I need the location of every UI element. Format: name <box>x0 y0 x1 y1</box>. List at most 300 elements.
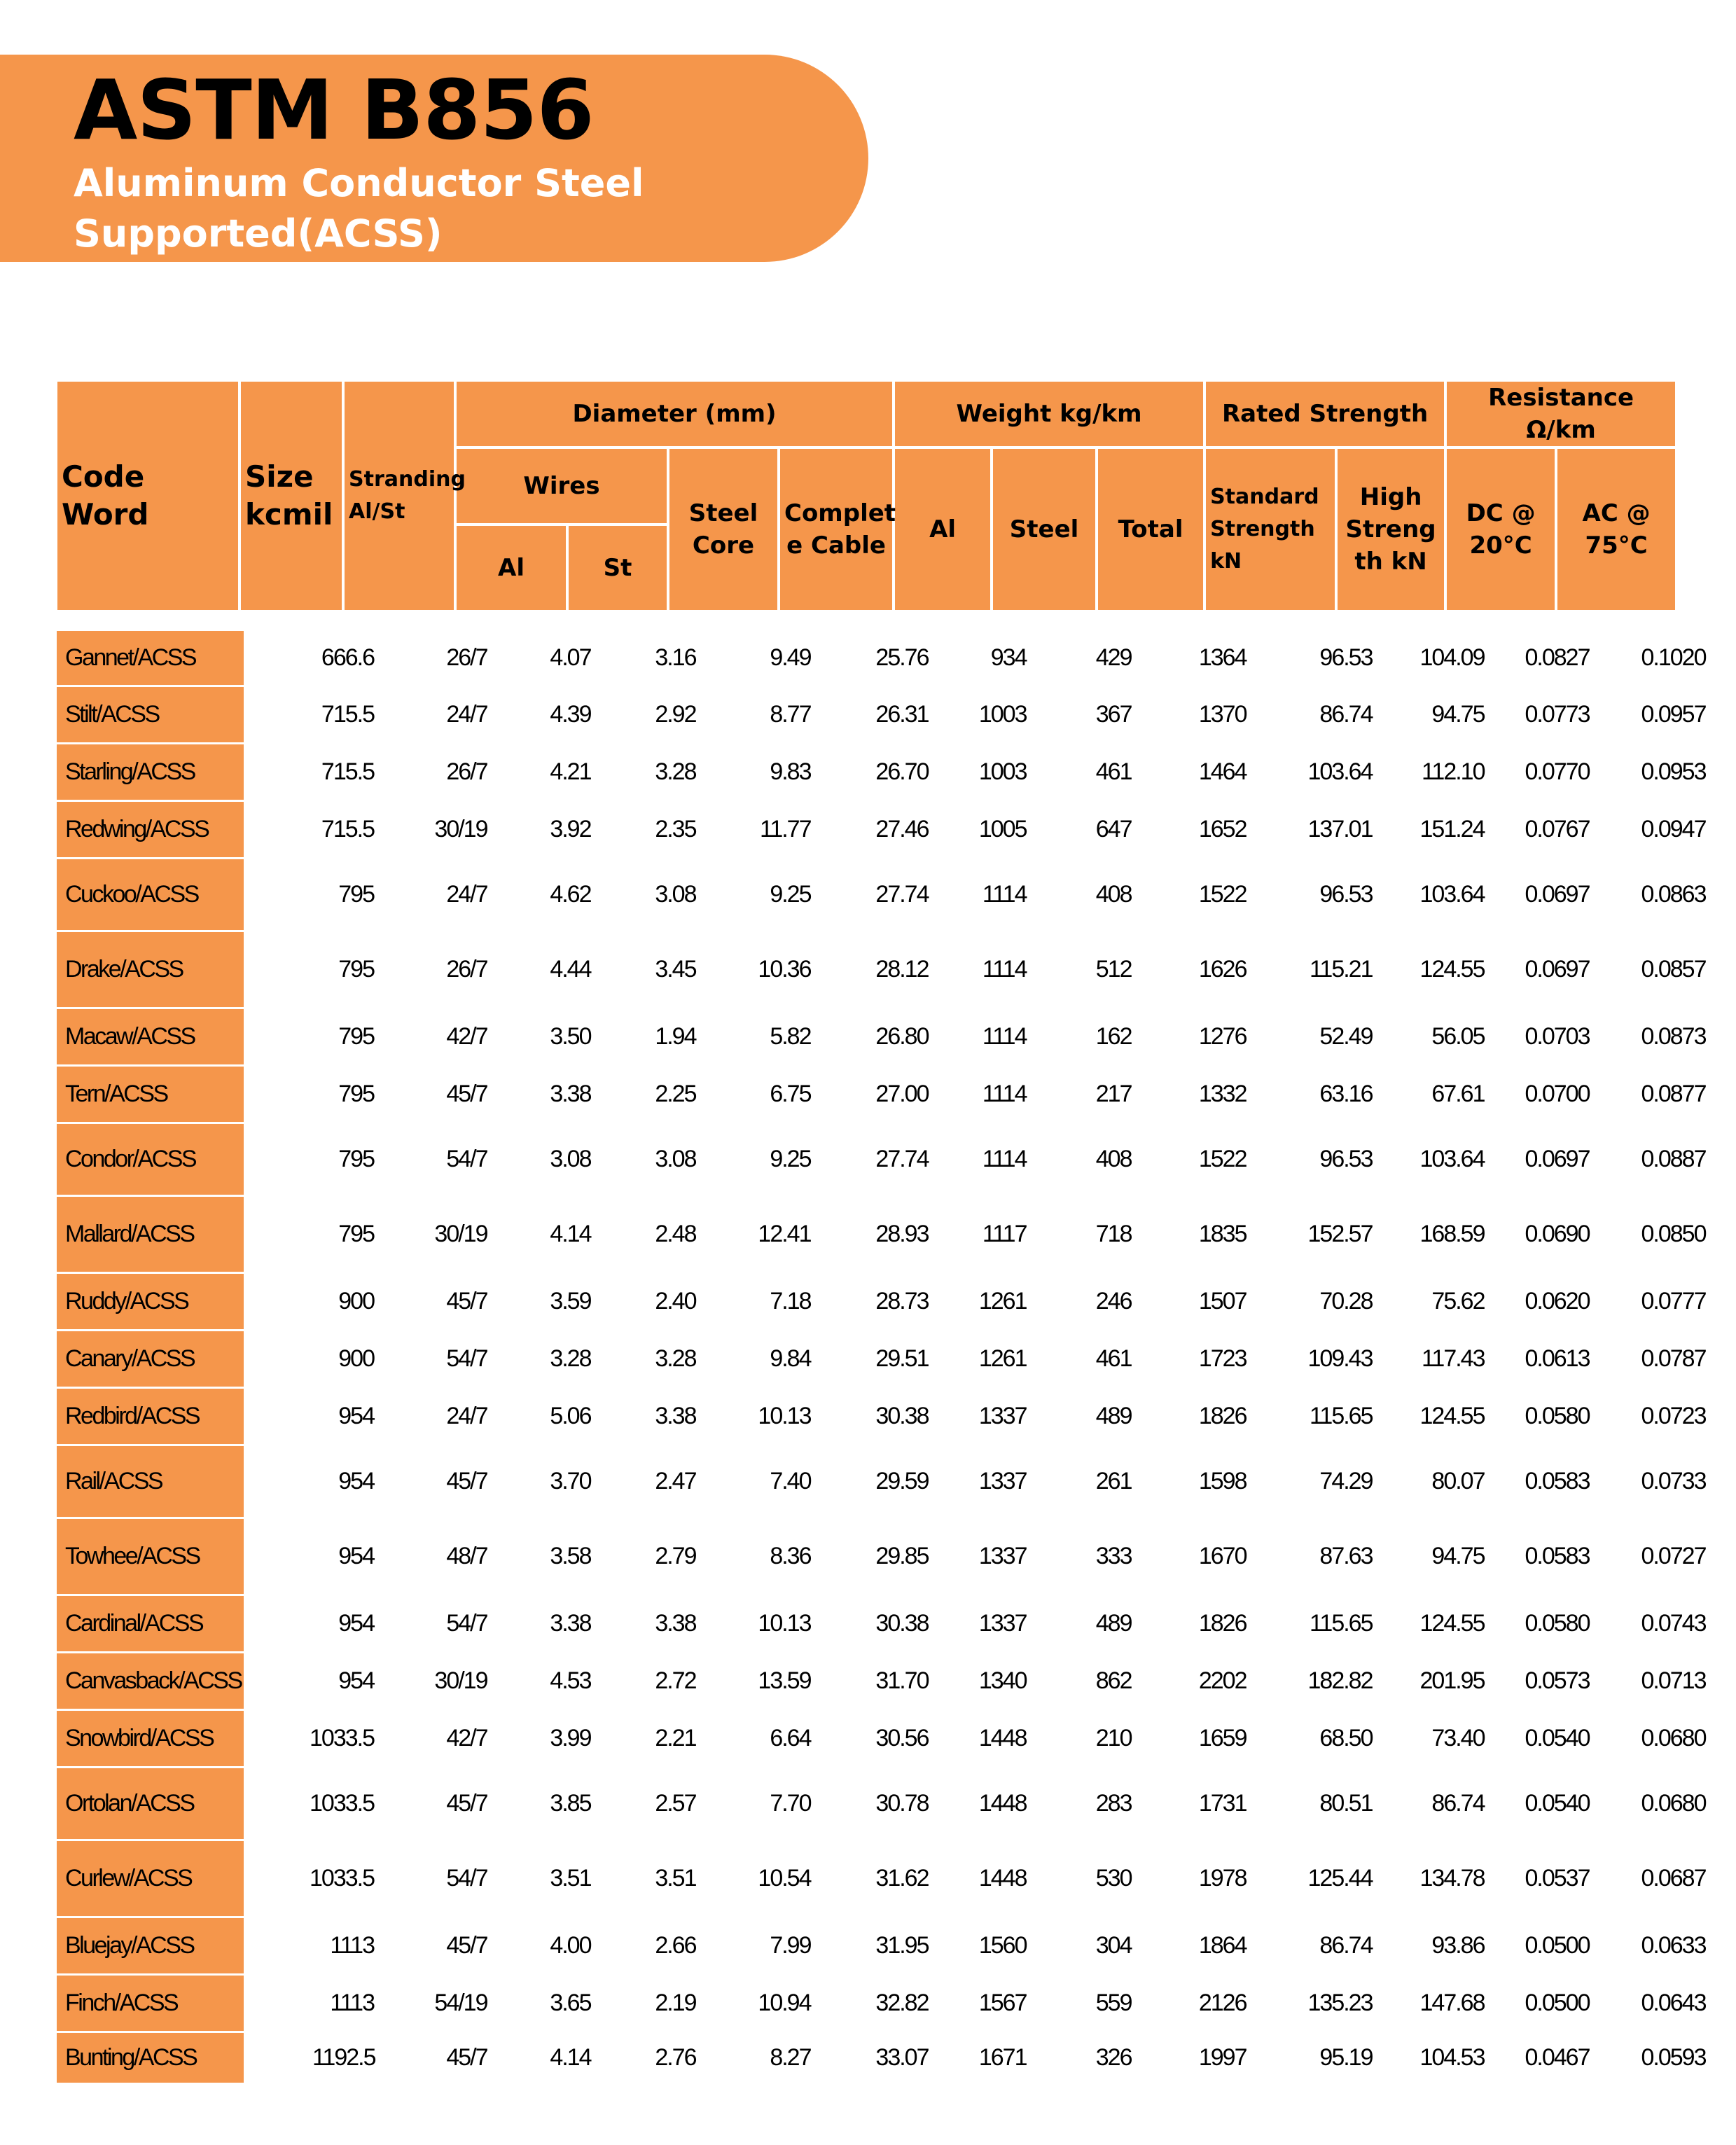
cell-high-strength: 56.05 <box>1431 1023 1485 1050</box>
conductor-table <box>55 629 1716 2085</box>
cell-standard-strength: 96.53 <box>1319 881 1373 908</box>
cell-wire-st: 3.28 <box>655 758 696 785</box>
cell-weight-al: 1114 <box>982 1146 1027 1172</box>
cell-weight-steel: 489 <box>1095 1403 1132 1429</box>
cell-dc-resistance: 0.0580 <box>1525 1403 1590 1429</box>
cell-size: 954 <box>338 1610 374 1637</box>
cell-high-strength: 124.55 <box>1419 1610 1485 1637</box>
cell-wire-al: 4.07 <box>550 644 591 671</box>
cell-code-word <box>56 1518 245 1595</box>
cell-wire-al: 3.50 <box>550 1023 591 1050</box>
cell-dc-resistance: 0.0773 <box>1525 701 1590 728</box>
cell-weight-al: 1114 <box>982 881 1027 908</box>
cell-high-strength: 104.09 <box>1419 644 1485 671</box>
cell-code-word <box>56 1388 245 1445</box>
cell-dc-resistance: 0.0540 <box>1525 1725 1590 1751</box>
page-title: ASTM B856 <box>74 62 594 158</box>
cell-complete-cable: 26.80 <box>875 1023 929 1050</box>
cell-code-word <box>56 2032 245 2084</box>
cell-wire-st: 2.92 <box>655 701 696 728</box>
cell-wire-al: 3.92 <box>550 816 591 842</box>
cell-stranding: 26/7 <box>446 758 487 785</box>
cell-stranding: 24/7 <box>446 881 487 908</box>
cell-steel-core: 7.18 <box>770 1288 811 1314</box>
cell-weight-steel: 489 <box>1095 1610 1132 1637</box>
cell-weight-steel: 461 <box>1095 758 1132 785</box>
cell-steel-core: 13.59 <box>758 1667 811 1694</box>
cell-standard-strength: 86.74 <box>1319 701 1373 728</box>
cell-standard-strength: 68.50 <box>1319 1725 1373 1751</box>
cell-code-word <box>56 801 245 859</box>
cell-ac-resistance: 0.0777 <box>1641 1288 1706 1314</box>
cell-wire-al: 4.44 <box>550 956 591 983</box>
cell-high-strength: 201.95 <box>1419 1667 1485 1694</box>
cell-high-strength: 104.53 <box>1419 2044 1485 2071</box>
table-row <box>56 630 1716 686</box>
cell-ac-resistance: 0.0857 <box>1641 956 1706 983</box>
cell-stranding: 30/19 <box>434 816 487 842</box>
cell-weight-al: 1567 <box>978 1990 1027 2016</box>
cell-wire-st: 2.35 <box>655 816 696 842</box>
code-word-label: Ruddy/ACSS <box>65 1288 188 1314</box>
cell-dc-resistance: 0.0583 <box>1525 1543 1590 1569</box>
cell-standard-strength: 137.01 <box>1307 816 1373 842</box>
cell-code-word <box>56 1008 245 1066</box>
cell-standard-strength: 52.49 <box>1319 1023 1373 1050</box>
subtitle-line-2: Supported(ACSS) <box>74 211 443 256</box>
cell-weight-al: 1671 <box>978 2044 1027 2071</box>
cell-code-word <box>56 1840 245 1917</box>
col-weight-total: Total <box>1097 447 1204 611</box>
cell-code-word <box>56 1710 245 1768</box>
cell-weight-al: 1560 <box>978 1932 1027 1959</box>
cell-standard-strength: 80.51 <box>1319 1790 1373 1817</box>
cell-dc-resistance: 0.0500 <box>1525 1990 1590 2016</box>
cell-code-word <box>56 859 245 931</box>
cell-complete-cable: 30.56 <box>875 1725 929 1751</box>
col-weight-steel: Steel <box>992 447 1097 611</box>
cell-code-word <box>56 1273 245 1331</box>
cell-code-word <box>56 1917 245 1975</box>
cell-weight-steel: 217 <box>1095 1081 1132 1107</box>
cell-steel-core: 10.94 <box>758 1990 811 2016</box>
cell-weight-steel: 333 <box>1095 1543 1132 1569</box>
cell-size: 1113 <box>330 1990 374 2016</box>
cell-complete-cable: 31.95 <box>875 1932 929 1959</box>
cell-code-word <box>56 1768 245 1840</box>
code-word-label: Bunting/ACSS <box>65 2044 197 2071</box>
cell-ac-resistance: 0.0687 <box>1641 1865 1706 1891</box>
cell-wire-st: 2.21 <box>655 1725 696 1751</box>
cell-dc-resistance: 0.0697 <box>1525 1146 1590 1172</box>
table-row <box>56 1595 1716 1653</box>
cell-size: 795 <box>338 881 374 908</box>
cell-complete-cable: 31.70 <box>875 1667 929 1694</box>
cell-stranding: 26/7 <box>446 956 487 983</box>
cell-complete-cable: 27.46 <box>875 816 929 842</box>
cell-high-strength: 67.61 <box>1431 1081 1485 1107</box>
table-row <box>56 1975 1716 2032</box>
cell-size: 715.5 <box>321 758 374 785</box>
cell-stranding: 30/19 <box>434 1221 487 1247</box>
cell-code-word <box>56 1445 245 1518</box>
cell-code-word <box>56 1331 245 1388</box>
cell-wire-st: 2.72 <box>655 1667 696 1694</box>
cell-ac-resistance: 0.0727 <box>1641 1543 1706 1569</box>
table-row <box>56 1331 1716 1388</box>
cell-code-word <box>56 744 245 801</box>
col-dc-resistance: DC @ 20°C <box>1445 447 1556 611</box>
cell-ac-resistance: 0.0850 <box>1641 1221 1706 1247</box>
cell-complete-cable: 28.93 <box>875 1221 929 1247</box>
table-row <box>56 1008 1716 1066</box>
cell-standard-strength: 96.53 <box>1319 1146 1373 1172</box>
cell-standard-strength: 115.65 <box>1310 1610 1373 1637</box>
cell-wire-al: 3.08 <box>550 1146 591 1172</box>
cell-high-strength: 124.55 <box>1419 956 1485 983</box>
cell-weight-steel: 246 <box>1095 1288 1132 1314</box>
cell-standard-strength: 63.16 <box>1319 1081 1373 1107</box>
cell-wire-st: 2.25 <box>655 1081 696 1107</box>
code-word-label: Towhee/ACSS <box>65 1543 200 1569</box>
cell-steel-core: 8.77 <box>770 701 811 728</box>
cell-weight-total: 1507 <box>1198 1288 1247 1314</box>
cell-complete-cable: 29.59 <box>875 1468 929 1494</box>
cell-high-strength: 93.86 <box>1431 1932 1485 1959</box>
cell-wire-al: 4.14 <box>550 1221 591 1247</box>
cell-ac-resistance: 0.0953 <box>1641 758 1706 785</box>
col-standard-strength: Standard Strength kN <box>1204 447 1336 611</box>
cell-weight-al: 1003 <box>978 701 1027 728</box>
cell-weight-steel: 304 <box>1095 1932 1132 1959</box>
col-ac-resistance: AC @ 75°C <box>1556 447 1676 611</box>
cell-ac-resistance: 0.1020 <box>1641 644 1706 671</box>
cell-complete-cable: 27.74 <box>875 1146 929 1172</box>
cell-complete-cable: 30.38 <box>875 1403 929 1429</box>
cell-complete-cable: 27.74 <box>875 881 929 908</box>
cell-steel-core: 10.54 <box>758 1865 811 1891</box>
cell-weight-total: 1826 <box>1198 1610 1247 1637</box>
cell-weight-al: 1448 <box>978 1725 1027 1751</box>
cell-code-word <box>56 630 245 686</box>
cell-wire-al: 4.39 <box>550 701 591 728</box>
cell-steel-core: 6.64 <box>770 1725 811 1751</box>
col-group-resistance: Resistance Ω/km <box>1445 380 1676 447</box>
col-wires-st: St <box>567 525 668 611</box>
cell-dc-resistance: 0.0583 <box>1525 1468 1590 1494</box>
table-row <box>56 1710 1716 1768</box>
cell-high-strength: 117.43 <box>1422 1345 1485 1372</box>
cell-steel-core: 11.77 <box>759 816 811 842</box>
table-row <box>56 1768 1716 1840</box>
cell-steel-core: 9.25 <box>770 1146 811 1172</box>
cell-weight-steel: 862 <box>1095 1667 1132 1694</box>
cell-dc-resistance: 0.0697 <box>1525 881 1590 908</box>
cell-wire-st: 3.38 <box>655 1403 696 1429</box>
cell-wire-st: 2.47 <box>655 1468 696 1494</box>
cell-size: 795 <box>338 1081 374 1107</box>
cell-size: 1192.5 <box>312 2044 375 2071</box>
cell-stranding: 54/7 <box>446 1345 487 1372</box>
cell-standard-strength: 135.23 <box>1307 1990 1373 2016</box>
table-row <box>56 1840 1716 1917</box>
cell-weight-total: 1978 <box>1198 1865 1247 1891</box>
cell-dc-resistance: 0.0573 <box>1525 1667 1590 1694</box>
cell-complete-cable: 26.31 <box>875 701 929 728</box>
cell-standard-strength: 109.43 <box>1307 1345 1373 1372</box>
cell-size: 1113 <box>330 1932 374 1959</box>
col-group-diameter: Diameter (mm) <box>455 380 894 447</box>
cell-high-strength: 86.74 <box>1431 1790 1485 1817</box>
code-word-label: Macaw/ACSS <box>65 1023 195 1050</box>
cell-complete-cable: 29.85 <box>875 1543 929 1569</box>
table-row <box>56 1518 1716 1595</box>
cell-steel-core: 5.82 <box>770 1023 811 1050</box>
subtitle-line-1: Aluminum Conductor Steel <box>74 161 644 205</box>
cell-ac-resistance: 0.0873 <box>1641 1023 1706 1050</box>
cell-weight-steel: 162 <box>1095 1023 1132 1050</box>
cell-weight-total: 1731 <box>1198 1790 1247 1817</box>
col-code-word: Code Word <box>56 380 239 611</box>
cell-ac-resistance: 0.0947 <box>1641 816 1706 842</box>
cell-size: 954 <box>338 1667 374 1694</box>
cell-standard-strength: 115.21 <box>1310 956 1373 983</box>
code-word-label: Cardinal/ACSS <box>65 1610 203 1637</box>
code-word-label: Rail/ACSS <box>65 1468 162 1494</box>
cell-dc-resistance: 0.0700 <box>1525 1081 1590 1107</box>
cell-weight-total: 1997 <box>1198 2044 1247 2071</box>
table-row <box>56 1066 1716 1123</box>
cell-steel-core: 9.25 <box>770 881 811 908</box>
cell-stranding: 45/7 <box>446 1081 487 1107</box>
cell-complete-cable: 25.76 <box>875 644 929 671</box>
cell-weight-total: 1370 <box>1198 701 1247 728</box>
cell-ac-resistance: 0.0633 <box>1641 1932 1706 1959</box>
cell-weight-steel: 408 <box>1095 1146 1132 1172</box>
cell-standard-strength: 152.57 <box>1307 1221 1373 1247</box>
cell-code-word <box>56 1066 245 1123</box>
cell-ac-resistance: 0.0787 <box>1641 1345 1706 1372</box>
cell-weight-total: 1598 <box>1198 1468 1247 1494</box>
cell-size: 1033.5 <box>310 1725 374 1751</box>
cell-ac-resistance: 0.0593 <box>1641 2044 1706 2071</box>
cell-steel-core: 6.75 <box>770 1081 811 1107</box>
cell-size: 795 <box>338 1221 374 1247</box>
table-row <box>56 931 1716 1008</box>
cell-size: 900 <box>338 1345 374 1372</box>
cell-code-word <box>56 1196 245 1273</box>
cell-ac-resistance: 0.0877 <box>1641 1081 1706 1107</box>
cell-complete-cable: 28.73 <box>875 1288 929 1314</box>
code-word-label: Stilt/ACSS <box>65 701 159 728</box>
cell-code-word <box>56 1653 245 1710</box>
cell-complete-cable: 27.00 <box>875 1081 929 1107</box>
cell-dc-resistance: 0.0690 <box>1525 1221 1590 1247</box>
cell-standard-strength: 182.82 <box>1307 1667 1373 1694</box>
cell-wire-st: 3.45 <box>655 956 696 983</box>
cell-complete-cable: 32.82 <box>875 1990 929 2016</box>
code-word-label: Gannet/ACSS <box>65 644 196 671</box>
cell-wire-st: 2.66 <box>655 1932 696 1959</box>
code-word-label: Canary/ACSS <box>65 1345 195 1372</box>
cell-ac-resistance: 0.0643 <box>1641 1990 1706 2016</box>
cell-weight-al: 934 <box>990 644 1027 671</box>
cell-wire-st: 3.08 <box>655 1146 696 1172</box>
cell-stranding: 45/7 <box>446 1288 487 1314</box>
cell-wire-st: 3.51 <box>655 1865 696 1891</box>
code-word-label: Ortolan/ACSS <box>65 1790 194 1817</box>
cell-ac-resistance: 0.0713 <box>1641 1667 1706 1694</box>
cell-weight-al: 1337 <box>978 1468 1027 1494</box>
cell-dc-resistance: 0.0540 <box>1525 1790 1590 1817</box>
cell-size: 1033.5 <box>310 1865 374 1891</box>
cell-weight-total: 2202 <box>1198 1667 1247 1694</box>
cell-size: 795 <box>338 1146 374 1172</box>
cell-weight-al: 1448 <box>978 1865 1027 1891</box>
cell-ac-resistance: 0.0733 <box>1641 1468 1706 1494</box>
table-row <box>56 2032 1716 2084</box>
cell-stranding: 54/19 <box>434 1990 487 2016</box>
cell-standard-strength: 103.64 <box>1307 758 1373 785</box>
code-word-label: Redbird/ACSS <box>65 1403 200 1429</box>
cell-weight-al: 1337 <box>978 1403 1027 1429</box>
cell-wire-st: 2.40 <box>655 1288 696 1314</box>
table-row <box>56 1445 1716 1518</box>
cell-weight-steel: 367 <box>1095 701 1132 728</box>
col-stranding: Stranding Al/St <box>343 380 455 611</box>
cell-wire-al: 3.85 <box>550 1790 591 1817</box>
cell-weight-total: 1652 <box>1198 816 1247 842</box>
cell-stranding: 54/7 <box>446 1610 487 1637</box>
code-word-label: Curlew/ACSS <box>65 1865 192 1891</box>
cell-size: 1033.5 <box>310 1790 374 1817</box>
cell-weight-steel: 559 <box>1095 1990 1132 2016</box>
cell-wire-al: 4.62 <box>550 881 591 908</box>
cell-code-word <box>56 686 245 744</box>
cell-wire-al: 3.51 <box>550 1865 591 1891</box>
cell-standard-strength: 95.19 <box>1319 2044 1373 2071</box>
cell-code-word <box>56 931 245 1008</box>
table-row <box>56 1653 1716 1710</box>
cell-steel-core: 8.27 <box>770 2044 811 2071</box>
cell-stranding: 24/7 <box>446 1403 487 1429</box>
cell-weight-steel: 512 <box>1095 956 1132 983</box>
cell-code-word <box>56 1123 245 1196</box>
cell-complete-cable: 26.70 <box>875 758 929 785</box>
cell-size: 715.5 <box>321 701 374 728</box>
cell-stranding: 54/7 <box>446 1865 487 1891</box>
cell-high-strength: 73.40 <box>1431 1725 1485 1751</box>
cell-weight-al: 1114 <box>982 1023 1027 1050</box>
cell-complete-cable: 31.62 <box>875 1865 929 1891</box>
cell-weight-steel: 461 <box>1095 1345 1132 1372</box>
cell-weight-al: 1337 <box>978 1610 1027 1637</box>
cell-high-strength: 80.07 <box>1431 1468 1485 1494</box>
cell-standard-strength: 115.65 <box>1310 1403 1373 1429</box>
cell-high-strength: 103.64 <box>1419 881 1485 908</box>
cell-dc-resistance: 0.0697 <box>1525 956 1590 983</box>
table-header <box>55 379 1678 613</box>
cell-wire-st: 2.57 <box>655 1790 696 1817</box>
cell-code-word <box>56 1595 245 1653</box>
cell-high-strength: 103.64 <box>1419 1146 1485 1172</box>
cell-stranding: 42/7 <box>446 1023 487 1050</box>
cell-standard-strength: 87.63 <box>1319 1543 1373 1569</box>
cell-weight-steel: 647 <box>1095 816 1132 842</box>
col-complete-cable: Complet e Cable <box>779 447 894 611</box>
cell-stranding: 30/19 <box>434 1667 487 1694</box>
cell-standard-strength: 86.74 <box>1319 1932 1373 1959</box>
cell-high-strength: 124.55 <box>1419 1403 1485 1429</box>
cell-high-strength: 134.78 <box>1419 1865 1485 1891</box>
cell-weight-steel: 530 <box>1095 1865 1132 1891</box>
code-word-label: Drake/ACSS <box>65 956 183 983</box>
table-row <box>56 744 1716 801</box>
cell-weight-steel: 429 <box>1095 644 1132 671</box>
cell-wire-al: 3.59 <box>550 1288 591 1314</box>
cell-wire-st: 3.28 <box>655 1345 696 1372</box>
cell-stranding: 48/7 <box>446 1543 487 1569</box>
table-row <box>56 859 1716 931</box>
cell-weight-steel: 718 <box>1095 1221 1132 1247</box>
cell-wire-al: 3.70 <box>550 1468 591 1494</box>
cell-weight-total: 1835 <box>1198 1221 1247 1247</box>
cell-wire-st: 3.08 <box>655 881 696 908</box>
col-group-weight: Weight kg/km <box>894 380 1204 447</box>
cell-size: 795 <box>338 1023 374 1050</box>
cell-size: 900 <box>338 1288 374 1314</box>
cell-dc-resistance: 0.0620 <box>1525 1288 1590 1314</box>
cell-standard-strength: 74.29 <box>1319 1468 1373 1494</box>
col-group-rated-strength: Rated Strength <box>1204 380 1445 447</box>
cell-size: 954 <box>338 1403 374 1429</box>
cell-dc-resistance: 0.0767 <box>1525 816 1590 842</box>
cell-ac-resistance: 0.0957 <box>1641 701 1706 728</box>
cell-steel-core: 10.36 <box>758 956 811 983</box>
cell-ac-resistance: 0.0743 <box>1641 1610 1706 1637</box>
cell-weight-steel: 326 <box>1095 2044 1132 2071</box>
cell-size: 666.6 <box>321 644 374 671</box>
cell-size: 795 <box>338 956 374 983</box>
cell-stranding: 45/7 <box>446 1932 487 1959</box>
cell-wire-al: 3.65 <box>550 1990 591 2016</box>
cell-high-strength: 151.24 <box>1419 816 1485 842</box>
code-word-label: Canvasback/ACSS <box>65 1667 242 1694</box>
cell-steel-core: 7.99 <box>770 1932 811 1959</box>
cell-weight-al: 1114 <box>982 956 1027 983</box>
cell-ac-resistance: 0.0680 <box>1641 1790 1706 1817</box>
code-word-label: Cuckoo/ACSS <box>65 881 198 908</box>
cell-weight-al: 1337 <box>978 1543 1027 1569</box>
cell-dc-resistance: 0.0703 <box>1525 1023 1590 1050</box>
code-word-label: Snowbird/ACSS <box>65 1725 214 1751</box>
cell-stranding: 54/7 <box>446 1146 487 1172</box>
cell-weight-total: 1276 <box>1198 1023 1247 1050</box>
cell-dc-resistance: 0.0580 <box>1525 1610 1590 1637</box>
cell-weight-total: 2126 <box>1198 1990 1247 2016</box>
cell-wire-st: 2.79 <box>655 1543 696 1569</box>
cell-steel-core: 8.36 <box>770 1543 811 1569</box>
cell-wire-al: 3.38 <box>550 1610 591 1637</box>
cell-weight-total: 1626 <box>1198 956 1247 983</box>
cell-dc-resistance: 0.0537 <box>1525 1865 1590 1891</box>
cell-weight-steel: 408 <box>1095 881 1132 908</box>
table-row <box>56 1123 1716 1196</box>
cell-high-strength: 168.59 <box>1419 1221 1485 1247</box>
cell-complete-cable: 30.38 <box>875 1610 929 1637</box>
cell-steel-core: 7.70 <box>770 1790 811 1817</box>
cell-stranding: 24/7 <box>446 701 487 728</box>
